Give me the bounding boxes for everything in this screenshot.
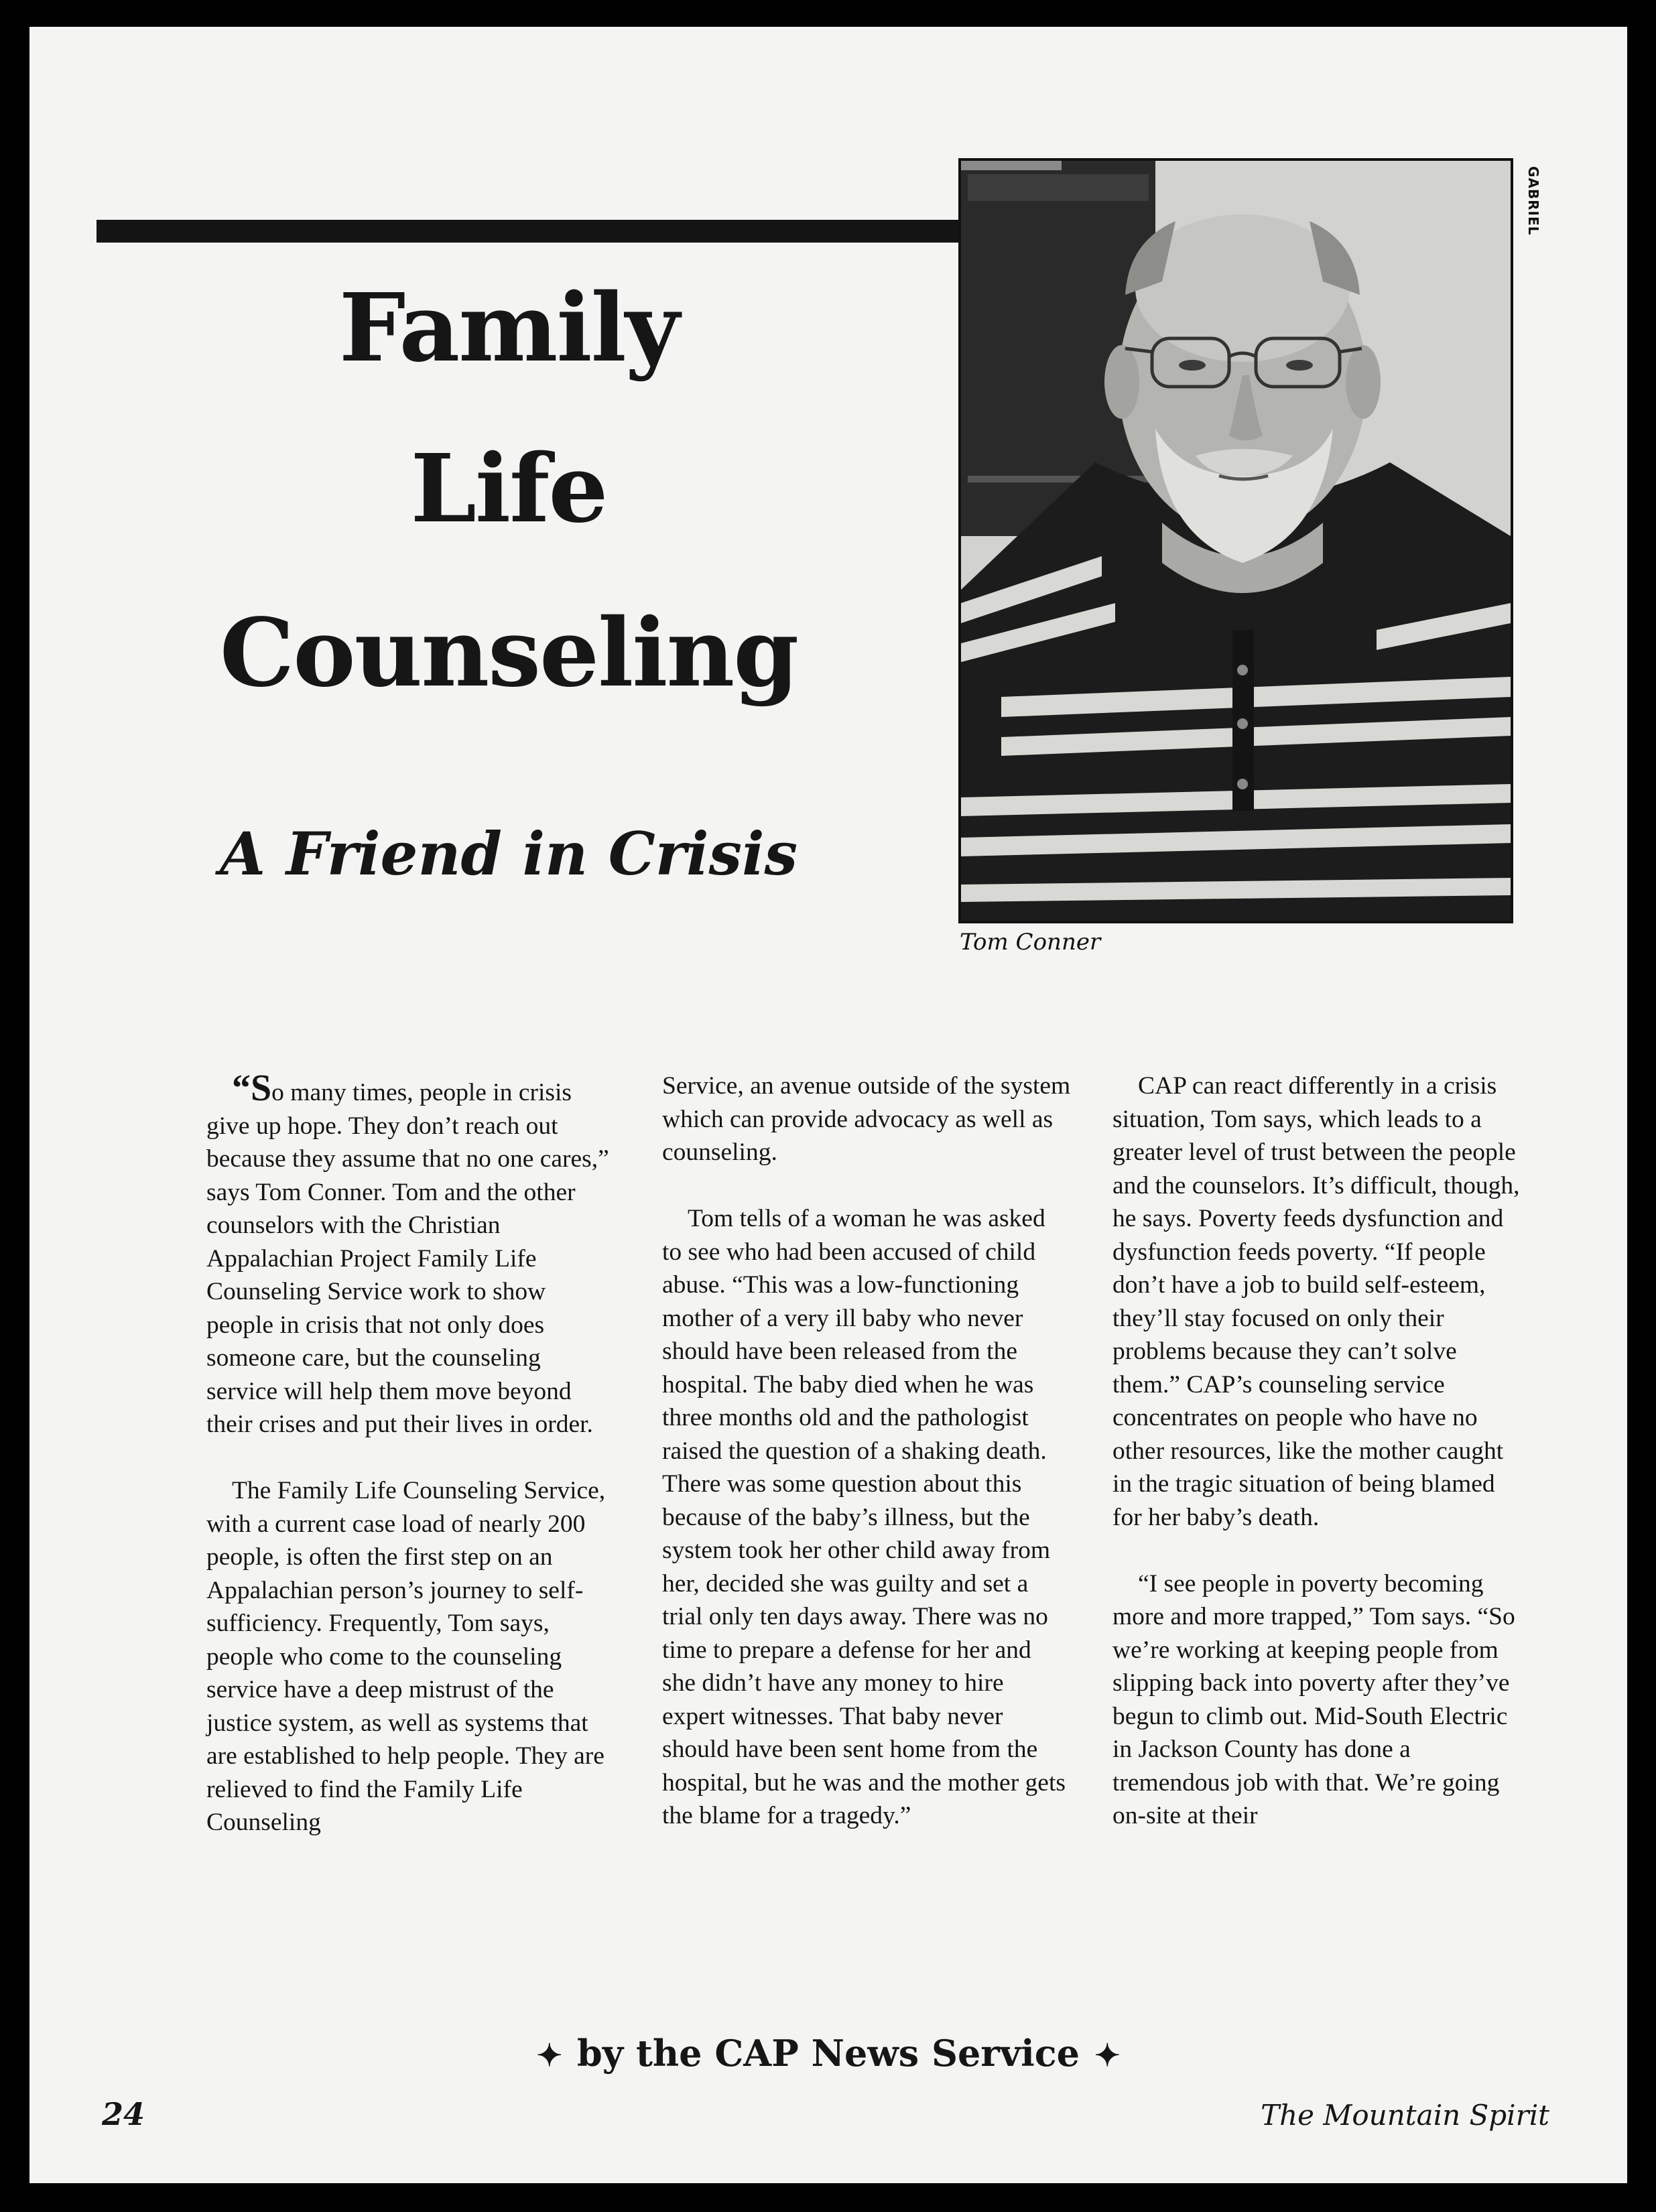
photo-caption: Tom Conner [960,929,1101,956]
ornament-icon: ✦ [536,2037,563,2073]
portrait-illustration [961,161,1511,921]
paragraph: Tom tells of a woman he was asked to see who had been accused of child abuse. “This was a low-functioning mother of a very ill baby who never should have been released from the hospital. The baby died when he was three months old and the pathologist raised the question of a shaking death. There was some question about this because of the baby’s illness, but the system took her other child away from her, decided she was guilty and set a trial only ten days away. There was no time to prepare a defense for her and she didn’t have any money to hire expert witnesses. That baby never should have been sent home from the hospital, but he was and the mother gets the blame for a tragedy.” [662,1205,1066,1829]
paragraph [206,1069,615,1441]
byline [29,2032,1627,2075]
portrait-photo [958,158,1513,923]
title-line-1: Family [338,273,679,383]
page-number: 24 [102,2096,145,2132]
photo-credit: GABRIEL [1525,166,1541,236]
byline-text: by the CAP News Service [577,2032,1080,2075]
paragraph: The Family Life Counseling Service, with a current case load of nearly 200 people, is often the first step on an Appalachian person’s journey to self-sufficiency. Frequently, Tom says, people who come to the counseling service have a deep mistrust of the justice system, as well as systems that are established to help people. They are relieved to find the Family Life Counseling [206,1477,606,1836]
header-rule [97,220,995,243]
body-column-1 [206,1069,615,1839]
drop-cap: “S [232,1067,272,1109]
title-line-2: Life [410,434,607,544]
ornament-icon: ✦ [1094,2037,1121,2073]
body-column-2 [662,1069,1071,1833]
subtitle: A Friend in Crisis [219,819,798,889]
magazine-page [29,27,1627,2183]
paragraph: CAP can react differently in a crisis situation, Tom says, which leads to a greater level of trust between the people and the counselors. It’s difficult, though, he says. Poverty feeds dysfunction and dysfunction feeds poverty. “If people don’t have a job to build self-esteem, they’ll stay focused on only their problems because they can’t solve them.” CAP’s counseling service concentrates on people who have no other resources, like the mother caught in the tragic situation of being blamed for her baby’s death. [1112,1072,1520,1531]
title-line-3: Counseling [219,598,798,708]
body-column-3 [1112,1069,1521,1833]
paragraph: “I see people in poverty becoming more and more trapped,” Tom says. “So we’re working at keeping people from slipping back into poverty after they’ve begun to climb out. Mid-South Electric in Jackson County has done a tremendous job with that. We’re going on-site at their [1112,1569,1515,1829]
paragraph: Service, an avenue outside of the system which can provide advocacy as well as counseling. [662,1072,1071,1166]
paragraph-text: o many times, people in crisis give up hope. They don’t reach out because they assume that no one cares,” says Tom Conner. Tom and the other counselors with the Christian Appalachian Project Family Life Counseling Service work to show people in crisis that not only does someone care, but the counseling service will help them move beyond their crises and put their lives in order. [206,1079,609,1438]
publication-name: The Mountain Spirit [1261,2099,1549,2132]
